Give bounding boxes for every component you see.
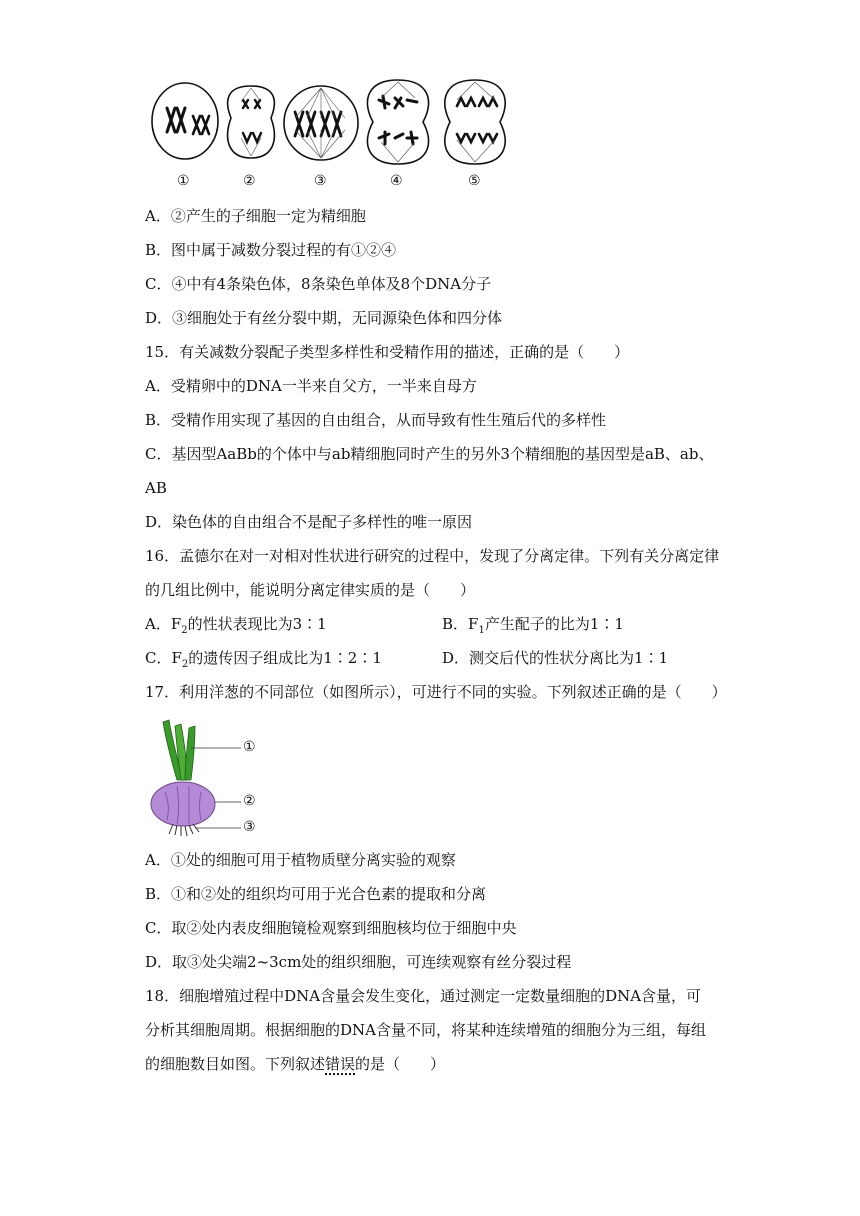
onion-figure: [145, 716, 265, 836]
q17-stem: 17．利用洋葱的不同部位（如图所示），可进行不同的实验。下列叙述正确的是（ ）: [145, 683, 727, 701]
q18-stem-3: 的细胞数目如图。下列叙述错误的是（ ）: [145, 1055, 446, 1073]
q16-option-d: D．测交后代的性状分离比为1∶1: [442, 649, 669, 667]
q14-option-b: B．图中属于减数分裂过程的有①②④: [145, 241, 397, 259]
q17-option-c: C．取②处内表皮细胞镜检观察到细胞核均位于细胞中央: [145, 919, 517, 937]
onion-label-1: ①: [243, 739, 256, 755]
leaf-3: [185, 726, 195, 780]
q16-stem-2: 的几组比例中，能说明分离定律实质的是（ ）: [145, 581, 476, 599]
q14-option-d: D．③细胞处于有丝分裂中期，无同源染色体和四分体: [145, 309, 503, 327]
q18-stem-2: 分析其细胞周期。根据细胞的DNA含量不同，将某种连续增殖的细胞分为三组，每组: [145, 1021, 706, 1039]
onion-label-3: ③: [243, 819, 256, 835]
emphasis-text: 错误: [325, 1055, 356, 1073]
cell-4: [367, 80, 428, 164]
q18-stem-1: 18．细胞增殖过程中DNA含量会发生变化，通过测定一定数量细胞的DNA含量，可: [145, 987, 702, 1005]
q16-stem-1: 16．孟德尔在对一对相对性状进行研究的过程中，发现了分离定律。下列有关分离定律: [145, 547, 720, 565]
cell-2: [228, 86, 275, 158]
q15-option-d: D．染色体的自由组合不是配子多样性的唯一原因: [145, 513, 473, 531]
q16-option-a: A．$F_2$的性状表现比为3∶1: [145, 615, 327, 636]
q15-option-a: A．受精卵中的DNA一半来自父方，一半来自母方: [145, 377, 477, 395]
q14-option-a: A．②产生的子细胞一定为精细胞: [145, 207, 366, 225]
q15-option-c-cont: AB: [145, 479, 167, 497]
cell-label-4: ④: [390, 173, 403, 189]
q17-option-a: A．①处的细胞可用于植物质壁分离实验的观察: [145, 851, 456, 869]
q14-option-c: C．④中有4条染色体，8条染色单体及8个DNA分子: [145, 275, 492, 293]
q15-option-b: B．受精作用实现了基因的自由组合，从而导致有性生殖后代的多样性: [145, 411, 607, 429]
onion-label-2: ②: [243, 793, 256, 809]
cell-label-2: ②: [243, 173, 256, 189]
q15-option-c: C．基因型AaBb的个体中与ab精细胞同时产生的另外3个精细胞的基因型是aB、ab、: [145, 445, 714, 463]
cell-label-3: ③: [314, 173, 327, 189]
q16-option-b: B．$F_1$产生配子的比为1∶1: [442, 615, 624, 636]
cell-5: [445, 80, 505, 164]
bulb: [151, 782, 215, 826]
q15-stem: 15．有关减数分裂配子类型多样性和受精作用的描述，正确的是（ ）: [145, 343, 630, 361]
cell-division-figure: [145, 78, 515, 193]
q17-option-d: D．取③处尖端2~3cm处的组织细胞，可连续观察有丝分裂过程: [145, 953, 572, 971]
q16-option-c: C．$F_2$的遗传因子组成比为1∶2∶1: [145, 649, 382, 670]
q17-option-b: B．①和②处的组织均可用于光合色素的提取和分离: [145, 885, 487, 903]
cell-label-5: ⑤: [468, 173, 481, 189]
cell-label-1: ①: [177, 173, 190, 189]
